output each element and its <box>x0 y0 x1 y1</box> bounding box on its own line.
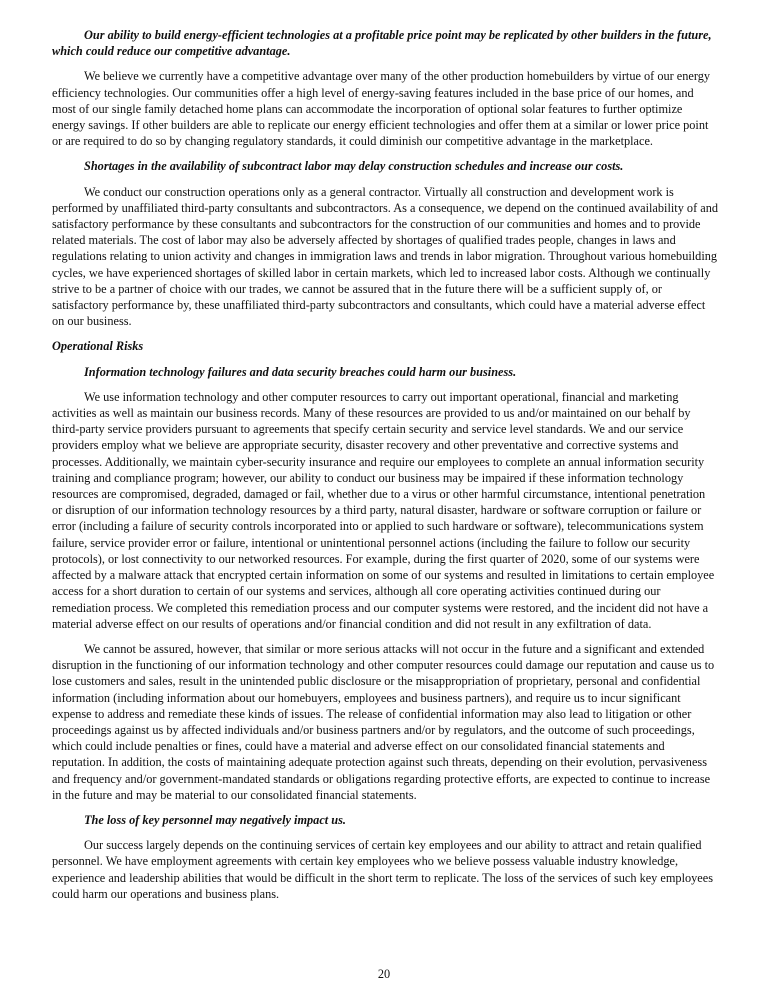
risk-heading-energy-efficient: Our ability to build energy-efficient technologies at a profitable price point may be replicated by other builders in the future, which could reduce our competitive advantage. <box>52 28 712 59</box>
paragraph-information-technology: We use information technology and other computer resources to carry out important operational, financial and marketing activities as well as maintain our business records. Many of these resources are provided to us and/or maintained on our behalf by third-party service providers pursuant to agreements that specify certain security and service level standards. We and our service providers employ what we believe are appropriate security, disaster recovery and other preventative and corrective systems and processes. Additionally, we maintain cyber-security insurance and require our employees to complete an annual information security training and compliance program; however, our ability to conduct our business may be impaired if these information technology resources are compromised, degraded, damaged or fail, whether due to a virus or other harmful circumstance, intentional penetration or disruption of our information technology resources by a third party, natural disaster, hardware or software corruption or failure or error (including a failure of security controls incorporated into or applied to such hardware or software), telecommunications system failure, service provider error or failure, intentional or unintentional personnel actions (including the failure to follow our security protocols), or lost connectivity to our networked resources. For example, during the first quarter of 2020, some of our systems were affected by a malware attack that encrypted certain information on some of our systems and resulted in limitations to certain employee access for a short duration to certain of our systems and services, although all core operating activities continued during our remediation process. We completed this remediation process and our computer systems were restored, and the incident did not have a material adverse effect on our results of operations and/or financial condition and did not result in any exfiltration of data. <box>52 389 715 631</box>
paragraph-subcontract-labor: We conduct our construction operations only as a general contractor. Virtually all construction and development work is performed by unaffiliated third-party consultants and subcontractors. As a consequence, we depend on the continued availability of and satisfactory performance by these consultants and subcontractors for the construction of our communities and homes and to provide related materials. The cost of labor may also be adversely affected by shortages of qualified trades people, changes in laws and regulations relating to union activity and changes in immigration laws and trends in labor migration. Throughout various homebuilding cycles, we have experienced shortages of skilled labor in certain markets, which led to increased labor costs. Although we continually strive to be a partner of choice with our trades, we cannot be assured that in the future there will be a sufficient supply of, or satisfactory performance by, these unaffiliated third-party subcontractors and consultants, which could have a material adverse effect on our business. <box>52 184 718 329</box>
section-heading-operational-risks: Operational Risks <box>52 339 144 354</box>
risk-heading-subcontract-labor: Shortages in the availability of subcontract labor may delay construction schedules and increase our costs. <box>84 159 624 174</box>
risk-heading-information-technology: Information technology failures and data security breaches could harm our business. <box>84 364 517 379</box>
document-page <box>52 27 718 911</box>
paragraph-energy-efficient: We believe we currently have a competitive advantage over many of the other production homebuilders by virtue of our energy efficiency technologies. Our communities offer a high level of energy-saving features included in the base price of our homes, and most of our single family detached home plans can accommodate the incorporation of optional solar features to further optimize energy savings. If other builders are able to replicate our energy efficient technologies and offer them at a similar or lower price point or are required to do so by changing regulatory standards, it could diminish our competitive advantage in the marketplace. <box>52 69 711 149</box>
risk-heading-key-personnel: The loss of key personnel may negatively impact us. <box>84 812 346 827</box>
paragraph-key-personnel: Our success largely depends on the continuing services of certain key employees and our ability to attract and retain qualified personnel. We have employment agreements with certain key employees who we believe possess valuable industry knowledge, experience and leadership abilities that would be difficult in the short term to replicate. The loss of the services of such key employees could harm our operations and business plans. <box>52 838 713 901</box>
page-number: 20 <box>377 967 391 981</box>
paragraph-security-attacks: We cannot be assured, however, that similar or more serious attacks will not occur in the future and a significant and extended disruption in the functioning of our information technology and other computer resources could damage our reputation and cause us to lose customers and sales, result in the unintended public disclosure or the misappropriation of proprietary, personal and confidential information (including information about our homebuyers, employees and business partners), and require us to incur significant expense to address and remediate these kinds of issues. The release of confidential information may also lead to litigation or other proceedings against us by affected individuals and/or business partners and/or by regulators, and the outcome of such proceedings, which could include penalties or fines, could have a material and adverse effect on our consolidated financial statements and reputation. In addition, the costs of maintaining adequate protection against such threats, depending on their evolution, pervasiveness and frequency and/or government-mandated standards or obligations regarding protective efforts, are expected to continue to increase in the future and may be material to our consolidated financial statements. <box>52 641 715 802</box>
